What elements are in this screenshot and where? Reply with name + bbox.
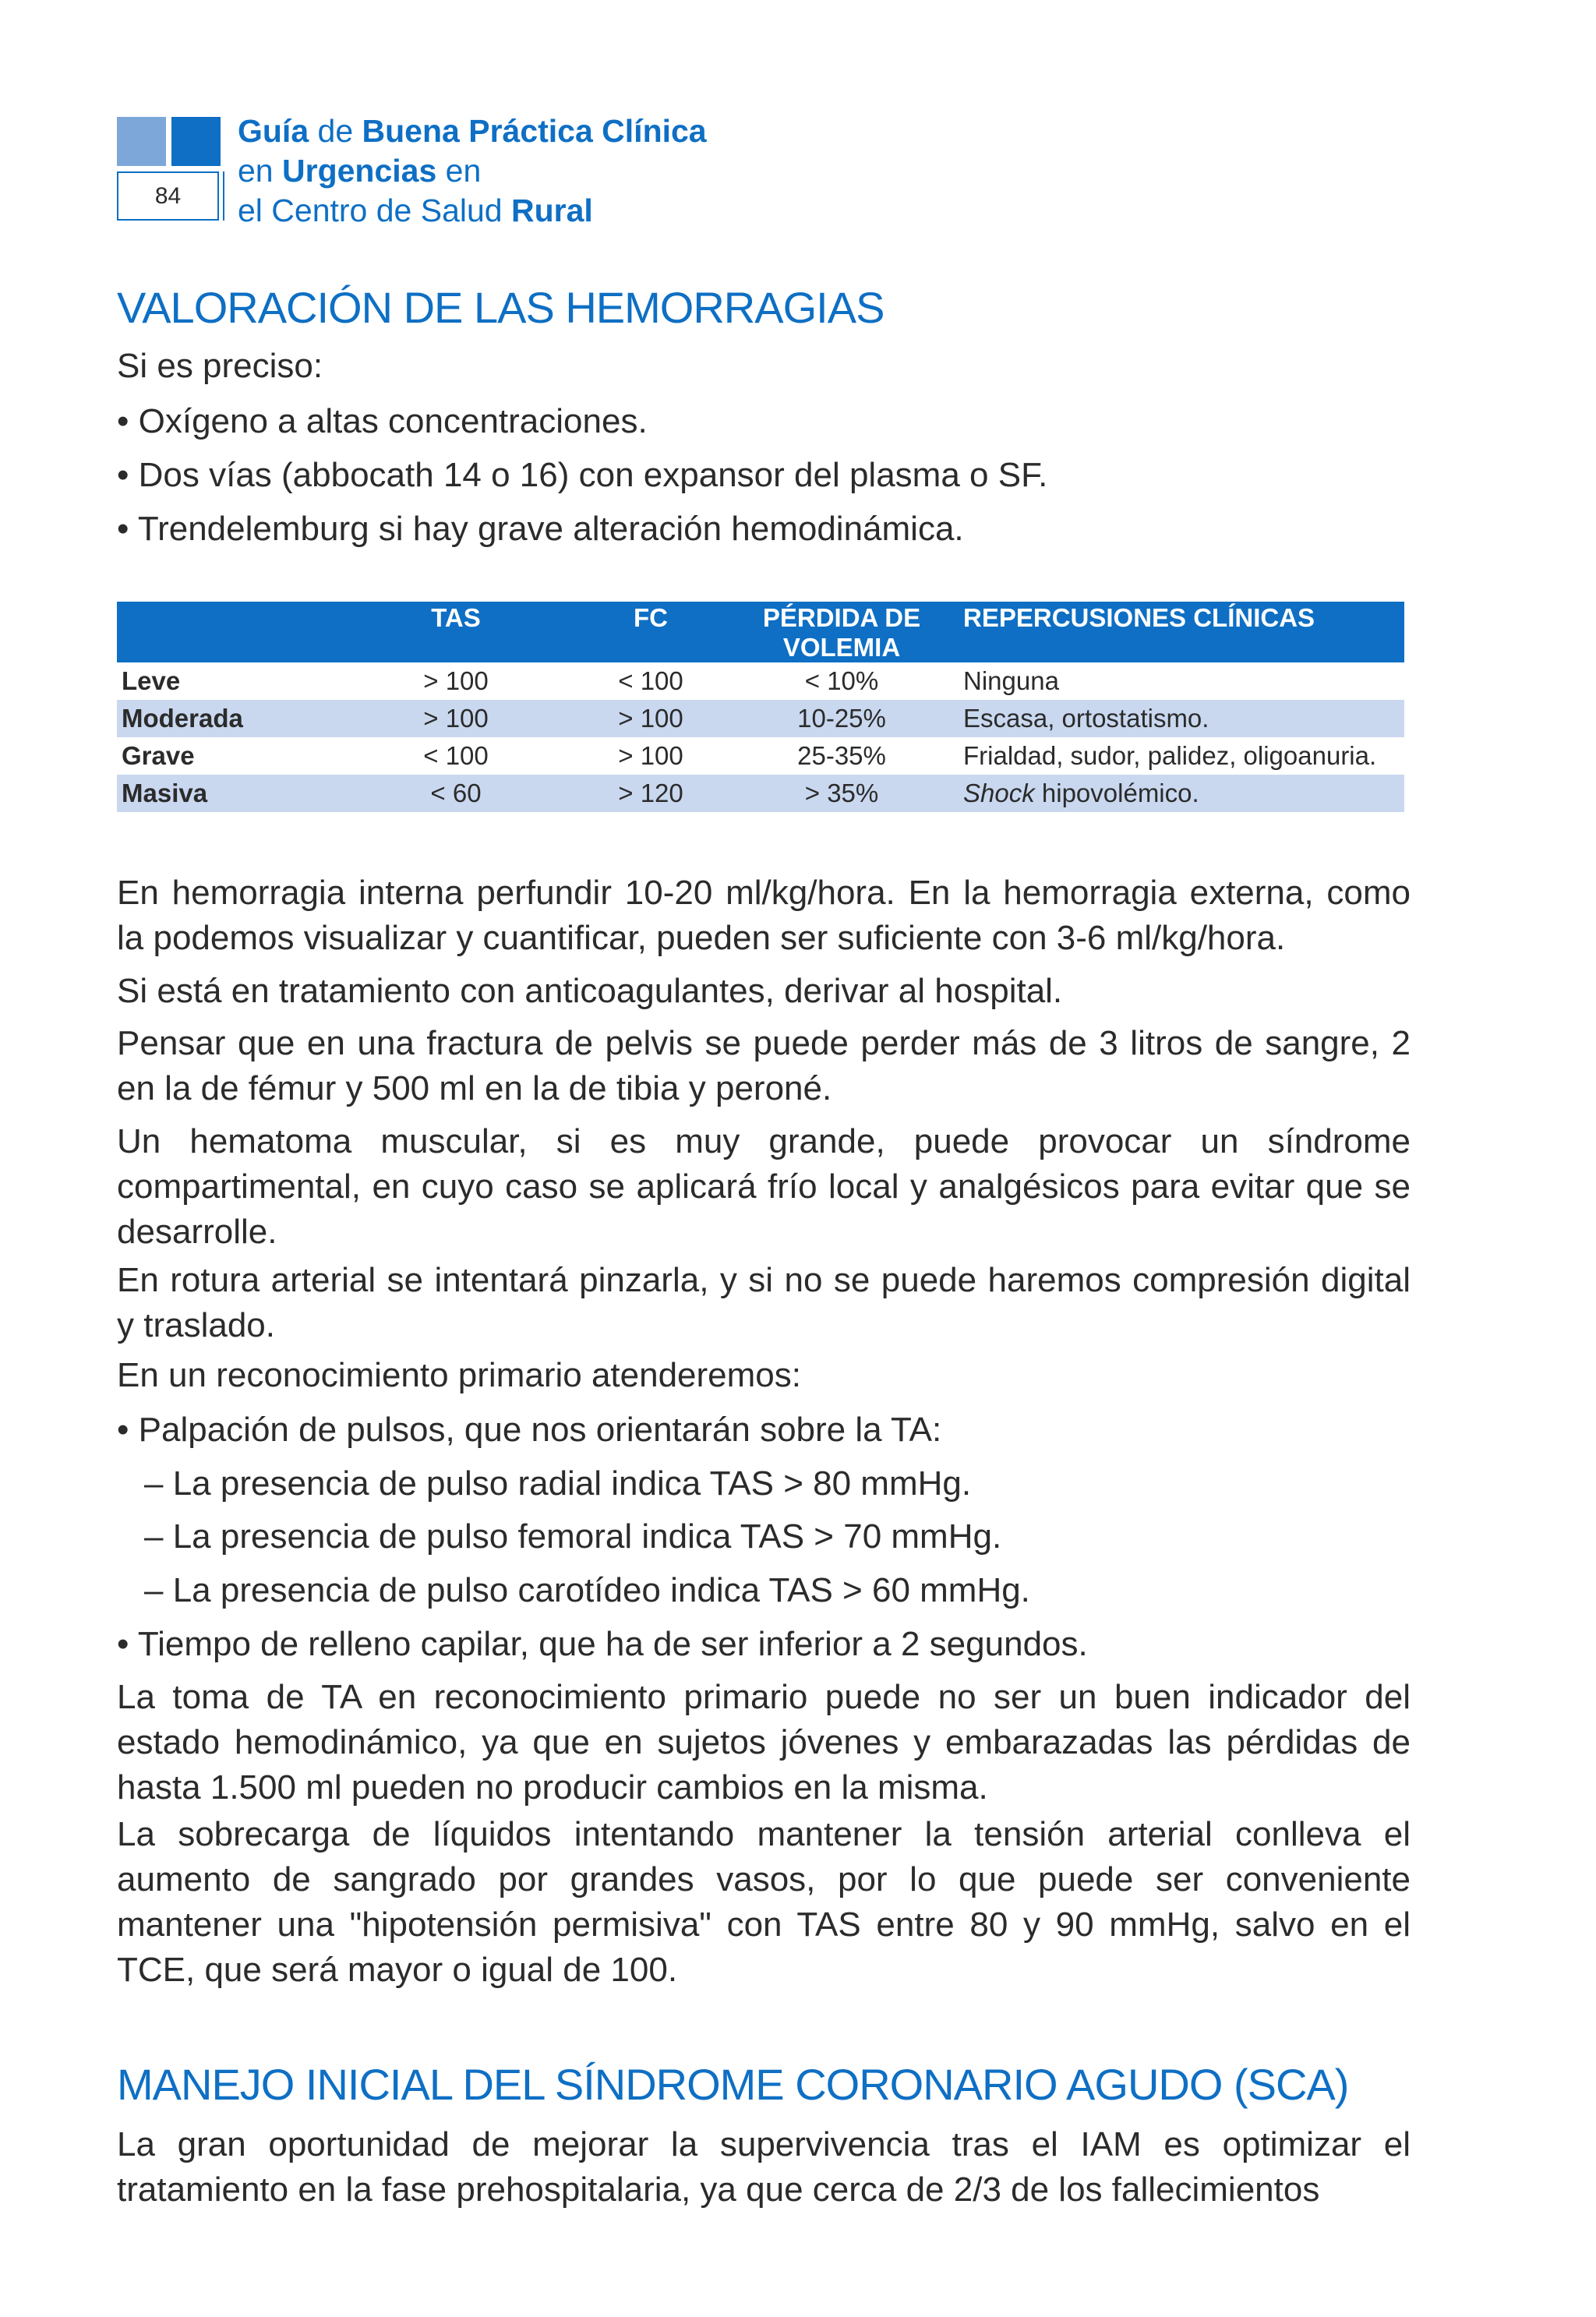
dash-femoral: – La presencia de pulso femoral indica TAS > 70 mmHg.: [144, 1517, 1002, 1556]
header-square-light: [117, 117, 166, 166]
table-header-fc: FC: [577, 602, 725, 662]
table-cell: Leve: [122, 666, 181, 695]
table-cell: Escasa, ortostatismo.: [959, 700, 1404, 737]
table-row: [117, 775, 1404, 812]
paragraph-permissive-hypotension: La sobrecarga de líquidos intentando mantener la tensión arterial conlleva el aumento de sangrado por grandes vasos, por lo que puede ser conveniente mantener una "hipotensión permisiva" con TAS entre 80 y 90 mmHg, salvo en el TCE, que será mayor o igual de 100.: [117, 1815, 1411, 1989]
paragraph-hematoma: Un hematoma muscular, si es muy grande, puede provocar un síndrome compartimental, en cuyo caso se aplicará frío local y analgésicos para evitar que se desarrolle.: [117, 1122, 1411, 1251]
paragraph-ta-indicator: La toma de TA en reconocimiento primario puede no ser un buen indicador del estado hemodinámico, ya que en sujetos jóvenes y embarazadas las pérdidas de hasta 1.500 ml pueden no producir cambios en la misma.: [117, 1678, 1411, 1807]
table-cell: > 100: [423, 666, 489, 695]
table-cell: > 100: [335, 700, 577, 737]
hemorrhage-classification-table: [117, 602, 1404, 812]
table-cell: < 100: [618, 666, 683, 695]
paragraph-sca-intro: La gran oportunidad de mejorar la supervivencia tras el IAM es optimizar el tratamiento en la fase prehospitalaria, ya que cerca de 2/3 de los fallecimientos: [117, 2125, 1411, 2209]
table-cell: < 60: [335, 775, 577, 812]
table-cell: > 35%: [725, 775, 959, 812]
table-cell-shock: Shock hipovolémico.: [959, 775, 1404, 812]
dash-carotid: – La presencia de pulso carotídeo indica TAS > 60 mmHg.: [144, 1571, 1030, 1609]
guide-title-line1: Guía de Buena Práctica Clínica: [238, 113, 707, 149]
table-header-volemia: PÉRDIDA DE VOLEMIA: [725, 602, 959, 662]
bullet-vias: • Dos vías (abbocath 14 o 16) con expansor del plasma o SF.: [117, 456, 1048, 494]
table-cell: 10-25%: [725, 700, 959, 737]
table-cell: > 100: [577, 700, 725, 737]
bullet-pulses: • Palpación de pulsos, que nos orientarán sobre la TA:: [117, 1411, 942, 1449]
guide-title: [238, 111, 707, 231]
table-row: [117, 737, 1404, 775]
paragraph-perfusion: En hemorragia interna perfundir 10-20 ml/kg/hora. En la hemorragia externa, como la podemos visualizar y cuantificar, pueden ser suficiente con 3-6 ml/kg/hora.: [117, 874, 1411, 957]
table-cell: Grave: [122, 741, 195, 770]
header-square-dark: [171, 117, 221, 166]
table-cell: Moderada: [117, 700, 335, 737]
table-row: [117, 662, 1404, 700]
bullet-capillary: • Tiempo de relleno capilar, que ha de ser inferior a 2 segundos.: [117, 1625, 1088, 1663]
table-cell: > 100: [618, 741, 683, 770]
dash-radial: – La presencia de pulso radial indica TAS > 80 mmHg.: [144, 1464, 972, 1503]
table-cell: Frialdad, sudor, palidez, oligoanuria.: [963, 741, 1377, 770]
paragraph-arterial: En rotura arterial se intentará pinzarla, y si no se puede haremos compresión digital y traslado.: [117, 1261, 1411, 1344]
paragraph-anticoagulants: Si está en tratamiento con anticoagulantes, derivar al hospital.: [117, 972, 1063, 1010]
table-header-empty: [117, 602, 335, 662]
table-header-row: [117, 602, 1404, 662]
table-cell: < 10%: [804, 666, 879, 695]
table-row: [117, 700, 1404, 737]
guide-title-line3: el Centro de Salud Rural: [238, 192, 593, 228]
table-cell: Masiva: [117, 775, 335, 812]
section-heading-sca: MANEJO INICIAL DEL SÍNDROME CORONARIO AGUDO (SCA): [117, 2060, 1349, 2109]
section-heading-hemorragias: VALORACIÓN DE LAS HEMORRAGIAS: [117, 283, 885, 332]
table-cell: > 120: [577, 775, 725, 812]
bullet-trendelemburg: • Trendelemburg si hay grave alteración hemodinámica.: [117, 510, 964, 548]
table-header-repercusiones: REPERCUSIONES CLÍNICAS: [959, 602, 1404, 662]
intro-text: Si es preciso:: [117, 347, 323, 385]
header-divider: [223, 171, 224, 221]
guide-title-line2: en Urgencias en: [238, 153, 482, 189]
table-cell: < 100: [423, 741, 489, 770]
page-number: 84: [117, 171, 219, 221]
table-cell: Ninguna: [963, 666, 1059, 695]
table-header-tas: TAS: [335, 602, 577, 662]
bullet-oxygen: • Oxígeno a altas concentraciones.: [117, 402, 648, 440]
paragraph-primary-survey: En un reconocimiento primario atenderemos:: [117, 1356, 802, 1394]
paragraph-fractures: Pensar que en una fractura de pelvis se puede perder más de 3 litros de sangre, 2 en la de fémur y 500 ml en la de tibia y peroné.: [117, 1024, 1411, 1107]
table-cell: 25-35%: [797, 741, 886, 770]
